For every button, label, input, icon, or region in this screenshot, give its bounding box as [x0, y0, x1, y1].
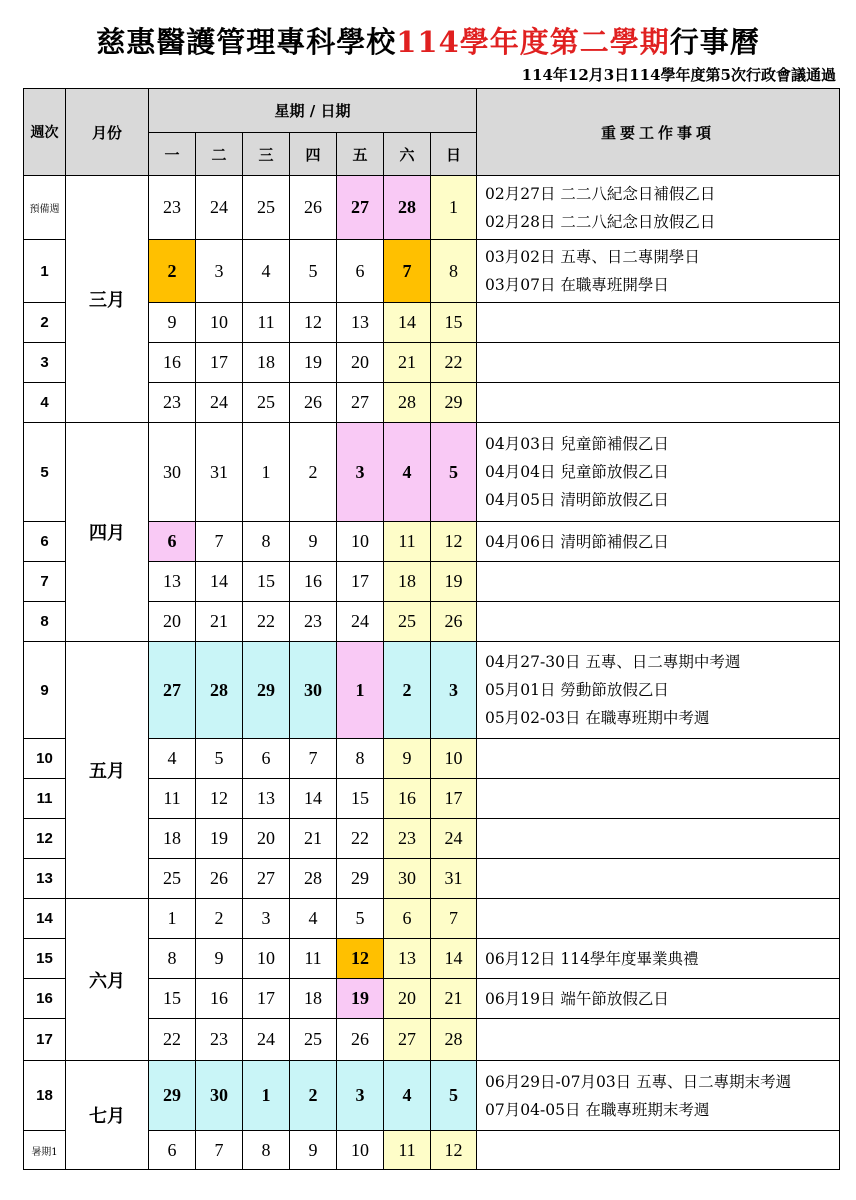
- date-cell: 1: [149, 899, 196, 939]
- date-cell: 10: [196, 303, 243, 343]
- date-cell: 23: [196, 1019, 243, 1061]
- weekday-tue: 二: [196, 133, 243, 176]
- date-cell: 3: [196, 240, 243, 303]
- date-cell: 22: [337, 819, 384, 859]
- date-cell: 22: [431, 343, 477, 383]
- date-cell: 29: [149, 1061, 196, 1131]
- event-item: 04月27-30日 五專、日二專期中考週: [485, 653, 741, 671]
- date-cell: 8: [337, 739, 384, 779]
- events-cell: [477, 1061, 840, 1131]
- date-cell: 14: [431, 939, 477, 979]
- date-cell: 27: [384, 1019, 431, 1061]
- date-cell: 28: [384, 176, 431, 240]
- event-item: 02月28日 二二八紀念日放假乙日: [485, 212, 716, 231]
- date-cell: 25: [149, 859, 196, 899]
- events-cell: [477, 176, 840, 240]
- date-cell: 16: [384, 779, 431, 819]
- date-cell: 23: [290, 602, 337, 642]
- date-cell: 3: [431, 642, 477, 739]
- events-cell: [477, 739, 840, 779]
- date-cell: 19: [290, 343, 337, 383]
- date-cell: 2: [290, 423, 337, 522]
- events-cell: [477, 522, 840, 562]
- date-cell: 10: [431, 739, 477, 779]
- date-cell: 26: [337, 1019, 384, 1061]
- week-number: 18: [24, 1061, 66, 1131]
- week-number: 8: [24, 602, 66, 642]
- date-cell: 14: [290, 779, 337, 819]
- event-item: 04月06日 清明節補假乙日: [485, 532, 669, 551]
- date-cell: 22: [149, 1019, 196, 1061]
- weekday-sun: 日: [431, 133, 477, 176]
- date-cell: 8: [149, 939, 196, 979]
- event-item: 03月02日 五專、日二專開學日: [485, 248, 700, 266]
- header-month: 月份: [66, 89, 149, 176]
- date-cell: 11: [290, 939, 337, 979]
- date-cell: 21: [290, 819, 337, 859]
- date-cell: 7: [384, 240, 431, 303]
- date-cell: 6: [149, 1131, 196, 1170]
- event-item: 06月29日-07月03日 五專、日二專期末考週: [485, 1072, 792, 1091]
- date-cell: 7: [290, 739, 337, 779]
- date-cell: 25: [243, 383, 290, 423]
- date-cell: 26: [196, 859, 243, 899]
- date-cell: 4: [149, 739, 196, 779]
- date-cell: 17: [243, 979, 290, 1019]
- date-cell: 11: [384, 1131, 431, 1170]
- events-cell: [477, 819, 840, 859]
- date-cell: 13: [337, 303, 384, 343]
- date-cell: 27: [149, 642, 196, 739]
- event-item: 02月27日 二二八紀念日補假乙日: [485, 184, 716, 203]
- date-cell: 16: [196, 979, 243, 1019]
- date-cell: 15: [149, 979, 196, 1019]
- date-cell: 3: [337, 1061, 384, 1131]
- header-week: 週次: [24, 89, 66, 176]
- events-cell: [477, 423, 840, 522]
- date-cell: 1: [243, 1061, 290, 1131]
- date-cell: 13: [243, 779, 290, 819]
- date-cell: 19: [431, 562, 477, 602]
- date-cell: 12: [431, 1131, 477, 1170]
- date-cell: 18: [384, 562, 431, 602]
- events-cell: [477, 602, 840, 642]
- page-title: [0, 20, 856, 61]
- week-number: 14: [24, 899, 66, 939]
- week-number: 3: [24, 343, 66, 383]
- calendar-body: [24, 176, 840, 1170]
- date-cell: 26: [290, 176, 337, 240]
- event-item: 06月12日 114學年度畢業典禮: [485, 949, 699, 968]
- date-cell: 29: [431, 383, 477, 423]
- date-cell: 30: [290, 642, 337, 739]
- date-cell: 18: [243, 343, 290, 383]
- date-cell: 6: [149, 522, 196, 562]
- month-label: 四月: [66, 423, 149, 642]
- events-cell: [477, 1019, 840, 1061]
- date-cell: 12: [196, 779, 243, 819]
- event-item: 03月07日 在職專班開學日: [485, 276, 669, 294]
- week-number: 9: [24, 642, 66, 739]
- week-number: 5: [24, 423, 66, 522]
- date-cell: 19: [337, 979, 384, 1019]
- events-cell: [477, 859, 840, 899]
- header-events: 重要工作事項: [477, 89, 840, 176]
- date-cell: 1: [337, 642, 384, 739]
- date-cell: 25: [243, 176, 290, 240]
- events-cell: [477, 383, 840, 423]
- date-cell: 11: [384, 522, 431, 562]
- week-row: [24, 1061, 840, 1131]
- event-item: 06月19日 端午節放假乙日: [485, 989, 669, 1008]
- date-cell: 26: [431, 602, 477, 642]
- date-cell: 4: [290, 899, 337, 939]
- date-cell: 7: [431, 899, 477, 939]
- month-label: 五月: [66, 642, 149, 899]
- date-cell: 12: [290, 303, 337, 343]
- date-cell: 8: [243, 1131, 290, 1170]
- week-number: 7: [24, 562, 66, 602]
- week-number: 2: [24, 303, 66, 343]
- date-cell: 14: [384, 303, 431, 343]
- date-cell: 27: [243, 859, 290, 899]
- date-cell: 16: [149, 343, 196, 383]
- weekday-wed: 三: [243, 133, 290, 176]
- events-cell: [477, 343, 840, 383]
- date-cell: 6: [384, 899, 431, 939]
- date-cell: 9: [290, 1131, 337, 1170]
- date-cell: 24: [196, 176, 243, 240]
- date-cell: 10: [243, 939, 290, 979]
- date-cell: 12: [337, 939, 384, 979]
- date-cell: 8: [431, 240, 477, 303]
- week-number: 4: [24, 383, 66, 423]
- date-cell: 21: [196, 602, 243, 642]
- month-label: 七月: [66, 1061, 149, 1170]
- date-cell: 5: [431, 1061, 477, 1131]
- date-cell: 17: [196, 343, 243, 383]
- week-row: [24, 176, 840, 240]
- events-cell: [477, 979, 840, 1019]
- date-cell: 24: [337, 602, 384, 642]
- date-cell: 18: [149, 819, 196, 859]
- week-number: 16: [24, 979, 66, 1019]
- date-cell: 7: [196, 1131, 243, 1170]
- events-cell: [477, 303, 840, 343]
- events-cell: [477, 779, 840, 819]
- date-cell: 28: [384, 383, 431, 423]
- title-school: 慈惠醫護管理專科學校: [96, 25, 397, 59]
- date-cell: 11: [149, 779, 196, 819]
- header-weekday-group: 星期 / 日期: [149, 89, 477, 133]
- date-cell: 6: [243, 739, 290, 779]
- week-number: 10: [24, 739, 66, 779]
- date-cell: 23: [149, 383, 196, 423]
- calendar-table: [23, 88, 840, 1170]
- week-number: 15: [24, 939, 66, 979]
- title-suffix: 行事曆: [669, 25, 760, 59]
- date-cell: 25: [290, 1019, 337, 1061]
- week-number: 6: [24, 522, 66, 562]
- date-cell: 16: [290, 562, 337, 602]
- weekday-fri: 五: [337, 133, 384, 176]
- date-cell: 9: [196, 939, 243, 979]
- date-cell: 3: [243, 899, 290, 939]
- week-number: 1: [24, 240, 66, 303]
- date-cell: 9: [290, 522, 337, 562]
- date-cell: 1: [243, 423, 290, 522]
- date-cell: 22: [243, 602, 290, 642]
- date-cell: 29: [337, 859, 384, 899]
- date-cell: 7: [196, 522, 243, 562]
- date-cell: 30: [196, 1061, 243, 1131]
- event-item: 04月05日 清明節放假乙日: [485, 491, 669, 509]
- week-row: [24, 423, 840, 522]
- events-cell: [477, 240, 840, 303]
- month-label: 三月: [66, 176, 149, 423]
- month-label: 六月: [66, 899, 149, 1061]
- approval-note: 114年12月3日114學年度第5次行政會議通過: [521, 66, 836, 84]
- date-cell: 17: [337, 562, 384, 602]
- date-cell: 15: [337, 779, 384, 819]
- week-number: 13: [24, 859, 66, 899]
- date-cell: 1: [431, 176, 477, 240]
- weekday-sat: 六: [384, 133, 431, 176]
- events-cell: [477, 642, 840, 739]
- date-cell: 24: [196, 383, 243, 423]
- event-item: 05月01日 勞動節放假乙日: [485, 681, 669, 699]
- date-cell: 31: [196, 423, 243, 522]
- events-cell: [477, 562, 840, 602]
- date-cell: 29: [243, 642, 290, 739]
- date-cell: 30: [384, 859, 431, 899]
- date-cell: 12: [431, 522, 477, 562]
- event-item: 04月04日 兒童節放假乙日: [485, 463, 669, 481]
- date-cell: 4: [384, 1061, 431, 1131]
- event-item: 05月02-03日 在職專班期中考週: [485, 709, 710, 727]
- events-cell: [477, 939, 840, 979]
- date-cell: 18: [290, 979, 337, 1019]
- date-cell: 10: [337, 522, 384, 562]
- date-cell: 15: [243, 562, 290, 602]
- date-cell: 2: [149, 240, 196, 303]
- date-cell: 6: [337, 240, 384, 303]
- week-number: 11: [24, 779, 66, 819]
- date-cell: 31: [431, 859, 477, 899]
- week-number: 12: [24, 819, 66, 859]
- date-cell: 20: [337, 343, 384, 383]
- date-cell: 3: [337, 423, 384, 522]
- date-cell: 25: [384, 602, 431, 642]
- date-cell: 21: [384, 343, 431, 383]
- date-cell: 10: [337, 1131, 384, 1170]
- week-number: 暑期1: [24, 1131, 66, 1170]
- date-cell: 19: [196, 819, 243, 859]
- date-cell: 21: [431, 979, 477, 1019]
- date-cell: 9: [384, 739, 431, 779]
- date-cell: 13: [384, 939, 431, 979]
- week-row: [24, 642, 840, 739]
- date-cell: 8: [243, 522, 290, 562]
- date-cell: 5: [290, 240, 337, 303]
- date-cell: 20: [243, 819, 290, 859]
- date-cell: 15: [431, 303, 477, 343]
- date-cell: 11: [243, 303, 290, 343]
- events-cell: [477, 899, 840, 939]
- date-cell: 2: [196, 899, 243, 939]
- date-cell: 23: [149, 176, 196, 240]
- date-cell: 20: [149, 602, 196, 642]
- date-cell: 24: [243, 1019, 290, 1061]
- title-term: 114學年度第二學期: [396, 25, 670, 59]
- date-cell: 4: [243, 240, 290, 303]
- date-cell: 28: [196, 642, 243, 739]
- date-cell: 2: [384, 642, 431, 739]
- date-cell: 26: [290, 383, 337, 423]
- date-cell: 17: [431, 779, 477, 819]
- date-cell: 5: [431, 423, 477, 522]
- date-cell: 27: [337, 383, 384, 423]
- date-cell: 4: [384, 423, 431, 522]
- date-cell: 20: [384, 979, 431, 1019]
- weekday-thu: 四: [290, 133, 337, 176]
- date-cell: 14: [196, 562, 243, 602]
- date-cell: 28: [290, 859, 337, 899]
- date-cell: 2: [290, 1061, 337, 1131]
- date-cell: 5: [337, 899, 384, 939]
- date-cell: 30: [149, 423, 196, 522]
- weekday-mon: 一: [149, 133, 196, 176]
- week-row: [24, 899, 840, 939]
- date-cell: 27: [337, 176, 384, 240]
- week-number: 預備週: [24, 176, 66, 240]
- date-cell: 23: [384, 819, 431, 859]
- event-item: 07月04-05日 在職專班期末考週: [485, 1100, 710, 1119]
- date-cell: 24: [431, 819, 477, 859]
- date-cell: 13: [149, 562, 196, 602]
- events-cell: [477, 1131, 840, 1170]
- date-cell: 5: [196, 739, 243, 779]
- event-item: 04月03日 兒童節補假乙日: [485, 435, 669, 453]
- date-cell: 9: [149, 303, 196, 343]
- date-cell: 28: [431, 1019, 477, 1061]
- week-number: 17: [24, 1019, 66, 1061]
